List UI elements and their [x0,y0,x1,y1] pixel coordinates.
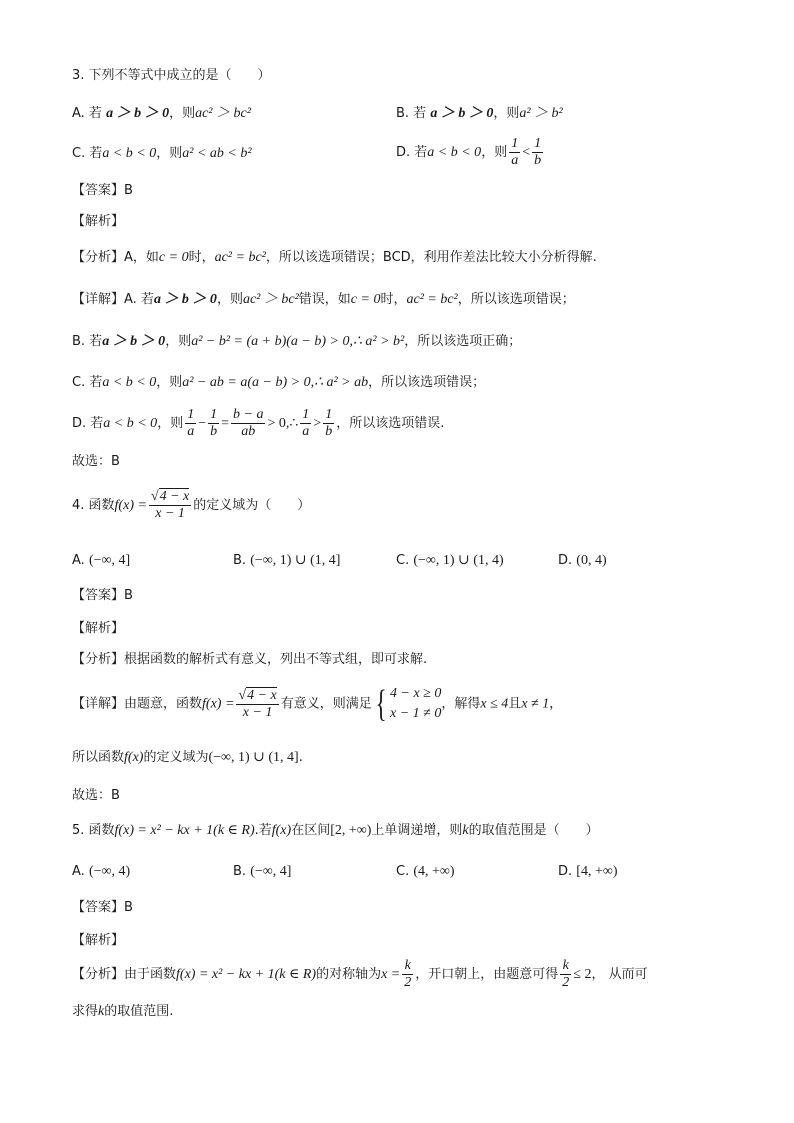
q4-title: 4. 函数f(x) = $\frac{√4 - x}{x - 1}$ 的定义域为（ ） [72,489,311,521]
q4-conclusion: 所以函数f(x)的定义域为(−∞, 1) ∪ (1, 4]. [72,750,303,765]
q4-option-d: D. (0, 4) [558,553,607,568]
q3-choose: 故选：B [72,454,120,469]
q3-detail-b: B. 若a ＞ b ＞ 0，则a² − b² = (a + b)(a − b) > 0,∴ a² > b²，所以该选项正确； [72,334,522,349]
q3-option-a: A. 若 a ＞ b ＞ 0，则ac² ＞ bc² [72,106,251,121]
q5-option-b: B. (−∞, 4] [233,864,292,879]
q3-option-d: D. 若a < b < 0，则 $\frac{1}{a}$ < $\frac{1}{b}$ [396,136,542,168]
q3-option-b: B. 若 a ＞ b ＞ 0，则a² ＞ b² [396,106,563,121]
q4-jiexi: 【解析】 [72,621,125,636]
q5-title: 5. 函数f(x) = x² − kx + 1(k ∈ R).若f(x)在区间[2, +∞)上单调递增，则k的取值范围是（ ） [72,823,599,838]
q5-analysis: 【分析】由于函数f(x) = x² − kx + 1(k ∈ R)的对称轴为x = $\frac{k}{2}$ ，开口朝上，由题意可得 $\frac{k}{2}$ ≤ 2， 从而可 [72,958,648,990]
q4-option-c: C. (−∞, 1) ∪ (1, 4) [396,553,504,568]
q3-detail-a: 【详解】A. 若a ＞ b ＞ 0，则ac² ＞ bc²错误，如c = 0时，ac² = bc²，所以该选项错误； [72,292,575,307]
q5-option-d: D. [4, +∞) [558,864,618,879]
q3-option-c: C. 若a < b < 0，则a² < ab < b² [72,146,252,161]
q5-analysis-cont: 求得k的取值范围. [72,1004,174,1019]
q4-answer: 【答案】B [72,588,133,603]
q3-analysis: 【分析】A，如c = 0时，ac² = bc²，所以该选项错误；BCD，利用作差法比较大小分析得解. [72,250,597,265]
q4-option-a: A. (−∞, 4] [72,553,131,568]
q5-jiexi: 【解析】 [72,933,125,948]
q4-analysis: 【分析】根据函数的解析式有意义，列出不等式组，即可求解. [72,652,428,667]
q4-option-b: B. (−∞, 1) ∪ (1, 4] [233,553,341,568]
left-brace-icon: { [375,683,387,725]
q3-detail-d: D. 若a < b < 0，则 $\frac{1}{a}$ − $\frac{1}{b}$ = $\frac{b - a}{ab}$ > 0,∴ $\frac{1}{a}$ > $\frac{1}{b}$ ，所以该选项错误. [72,407,445,439]
q3-detail-c: C. 若a < b < 0，则a² − ab = a(a − b) > 0,∴ a² > ab，所以该选项错误； [72,375,486,390]
q5-option-a: A. (−∞, 4) [72,864,131,879]
q3-answer: 【答案】B [72,183,133,198]
q3-jiexi: 【解析】 [72,214,125,229]
q5-answer: 【答案】B [72,900,133,915]
q5-option-c: C. (4, +∞) [396,864,455,879]
q4-choose: 故选：B [72,788,120,803]
q3-title: 3. 下列不等式中成立的是（ ） [72,68,271,83]
q4-detail: 【详解】由题意，函数f(x) = $\frac{√4 - x}{x - 1}$ 有意义，则满足{ 4 − x ≥ 0 x − 1 ≠ 0 ，解得x ≤ 4且x ≠ 1， [72,683,563,725]
inequality-system: 4 − x ≥ 0 x − 1 ≠ 0 [390,686,442,721]
